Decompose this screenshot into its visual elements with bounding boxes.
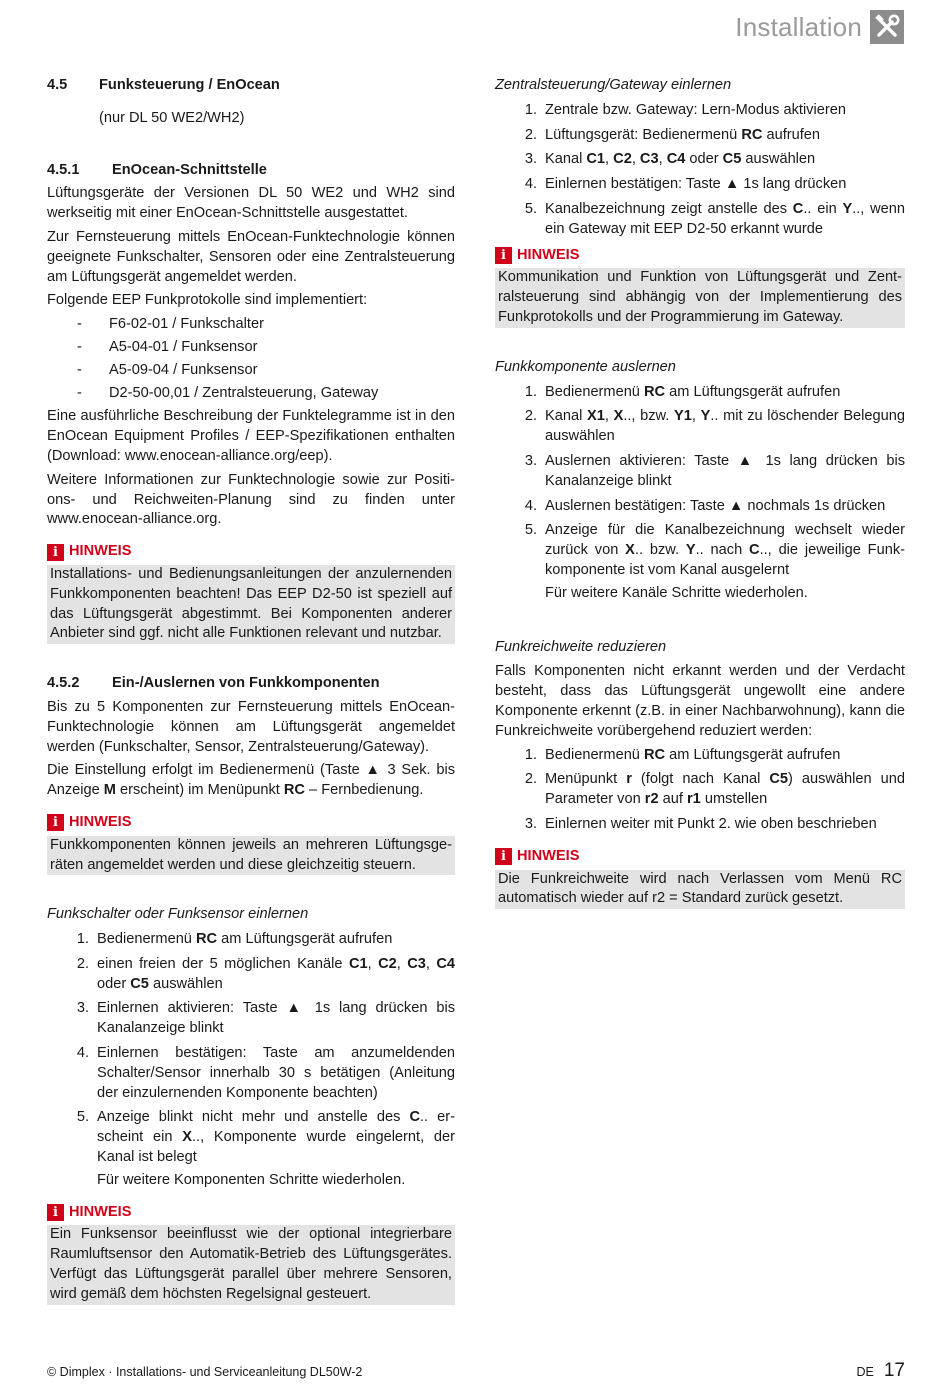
notice-label: HINWEIS: [517, 246, 580, 263]
paragraph: Falls Komponenten nicht erkannt werden und der Verdacht besteht, dass das Lüftungsgerät ungewollt eine andere Komponente erkennt (z.B. in einer Nachbarwohnung), kann die Funkreichweite vorübergehend reduziert werden:: [495, 663, 905, 739]
notice-text: Funkkomponenten können jeweils an mehreren Lüftungsgeräten angemeldet werden und diese gleichzeitig steuern.: [47, 836, 455, 876]
paragraph: Weitere Informationen zur Funktechnologie sowie zur Positions- und Reichweiten-Planung sind zu finden unter www.enocean-alliance.org.: [47, 471, 455, 528]
list-item: - F6-02-01 / Funkschalter: [77, 316, 264, 333]
notice-text: Installations- und Bedienungsanleitungen der anzulernenden Funkkomponenten beachten! Das EEP D2-50 ist speziell auf das Lüftungsgerät abgestimmt. Bei Komponenten anderer Anbieter sind ggf. nicht alle Funktionen relevant und nutzbar.: [47, 565, 455, 644]
list-item: 2. Kanal X1, X.., bzw. Y1, Y.. mit zu löschender Belegung auswählen: [524, 408, 905, 445]
step-list: [495, 383, 905, 604]
right-column: [495, 76, 905, 909]
list-item: 1. Bedienermenü RC am Lüftungsgerät aufrufen: [524, 383, 841, 400]
paragraph: Lüftungsgeräte der Versionen DL 50 WE2 und WH2 sind werkseitig mit einer EnOcean-Schnittstelle ausgestattet.: [47, 185, 455, 222]
list-item: 3. Einlernen weiter mit Punkt 2. wie oben beschrieben: [524, 815, 877, 832]
info-icon: i: [47, 1204, 64, 1221]
section-number: 4.5: [47, 77, 68, 93]
list-item: 4. Einlernen bestätigen: Taste ▲ 1s lang drücken: [524, 176, 847, 193]
list-item: 4. Einlernen bestätigen: Taste am anzumeldenden Schalter/Sensor innerhalb 30 s betätigen (Anleitung der einzulernenden Komponente beachten): [76, 1045, 455, 1101]
list-item: 1. Bedienermenü RC am Lüftungsgerät aufrufen: [524, 746, 841, 763]
section-4-5-1-title: [47, 161, 455, 181]
step-list: [495, 101, 905, 240]
eep-protocol-list: [47, 315, 455, 403]
notice-label: HINWEIS: [69, 1203, 132, 1220]
list-item: - A5-04-01 / Funksensor: [77, 338, 258, 355]
notice-block: [47, 542, 455, 644]
notice-block: [495, 847, 905, 909]
list-item: - A5-09-04 / Funksensor: [77, 361, 258, 378]
notice-label: HINWEIS: [69, 813, 132, 830]
section-heading: EnOcean-Schnittstelle: [112, 161, 267, 178]
section-4-5-title: [47, 76, 455, 96]
notice-label: HINWEIS: [517, 847, 580, 864]
subsection-title: Zentralsteuerung/Gateway einlernen: [495, 77, 732, 93]
info-icon: i: [47, 814, 64, 831]
tools-icon: [870, 10, 904, 44]
step-list: [47, 930, 455, 1191]
list-item: 4. Auslernen bestätigen: Taste ▲ nochmals 1s drücken: [524, 497, 886, 514]
list-item: 1. Zentrale bzw. Gateway: Lern-Modus aktivieren: [524, 101, 846, 118]
notice-block: [495, 246, 905, 328]
page-header: [735, 10, 904, 44]
section-number: 4.5.1: [47, 161, 80, 178]
list-item: - D2-50-00,01 / Zentralsteuerung, Gateway: [77, 384, 379, 401]
info-icon: i: [495, 247, 512, 264]
notice-block: [47, 813, 455, 875]
list-item: 5. Anzeige für die Kanalbezeichnung wechselt wieder zurück von X.. bzw. Y.. nach C.., die jeweilige Funkkomponente ist vom Kanal ausgelernt Für weitere Kanäle Schritte wiederholen.: [524, 522, 905, 601]
paragraph: Folgende EEP Funkprotokolle sind implementiert:: [47, 292, 368, 309]
header-title: Installation: [735, 11, 862, 42]
paragraph: Eine ausführliche Beschreibung der Funktelegramme ist in den EnOcean Equipment Profiles / EEP-Spezifikationen enthalten (Download: www.enocean-alliance.org/eep).: [47, 408, 455, 464]
list-item: 2. Menüpunkt r (folgt nach Kanal C5) auswählen und Parameter von r2 auf r1 umstellen: [524, 771, 905, 808]
list-item: 3. Auslernen aktivieren: Taste ▲ 1s lang drücken bis Kanalanzeige blinkt: [524, 452, 905, 489]
paragraph: Bis zu 5 Komponenten zur Fernsteuerung mittels EnOcean-Funktechnologie können am Lüftungsgerät angemeldet werden (Funkschalter, Sensor, Zentralsteuerung/Gateway).: [47, 698, 455, 755]
section-4-5-2-title: [47, 674, 455, 694]
paragraph: Zur Fernsteuerung mittels EnOcean-Funktechnologie können geeignete Funkschalter, Sensoren oder eine Zentralsteuerung am Lüftungsgerät angemeldet werden.: [47, 228, 455, 285]
info-icon: i: [47, 544, 64, 561]
notice-text: Die Funkreichweite wird nach Verlassen vom Menü RC automatisch wieder auf r2 = Standard zurück gesetzt.: [495, 870, 905, 910]
info-icon: i: [495, 848, 512, 865]
notice-block: [47, 1203, 455, 1305]
list-item: 5. Kanalbezeichnung zeigt anstelle des C.. ein Y.., wenn ein Gateway mit EEP D2-50 erkannt wurde: [524, 200, 905, 237]
section-number: 4.5.2: [47, 675, 80, 692]
list-item: 1. Bedienermenü RC am Lüftungsgerät aufrufen: [76, 931, 393, 948]
list-item: 3. Einlernen aktivieren: Taste ▲ 1s lang drücken bis Kanalanzeige blinkt: [76, 1000, 455, 1037]
footer-text: © Dimplex · Installations- und Serviceanleitung DL50W-2: [47, 1365, 363, 1379]
list-item: 3. Kanal C1, C2, C3, C4 oder C5 auswählen: [524, 151, 816, 168]
list-item: 5. Anzeige blinkt nicht mehr und anstelle des C.. erscheint ein X.., Komponente wurde eingelernt, der Kanal ist belegt Für weitere Komponenten Schritte wiederholen.: [76, 1109, 455, 1188]
section-heading: Ein-/Auslernen von Funkkomponenten: [112, 675, 380, 692]
notice-text: Kommunikation und Funktion von Lüftungsgerät und Zentralsteuerung sind abhängig von der Implementierung des Funkprotokolls und der Programmierung im Gateway.: [495, 268, 905, 327]
subsection-title: Funkschalter oder Funksensor einlernen: [47, 906, 309, 923]
section-heading: Funksteuerung / EnOcean: [99, 77, 280, 93]
subsection-title: Funkreichweite reduzieren: [495, 638, 667, 655]
page-number: 17: [883, 1360, 905, 1381]
section-4-5-note: (nur DL 50 WE2/WH2): [99, 109, 245, 126]
subsection-title: Funkkomponente auslernen: [495, 358, 676, 375]
language-code: DE: [856, 1365, 874, 1379]
left-column: [47, 76, 455, 1305]
notice-label: HINWEIS: [69, 543, 132, 560]
page-footer: [47, 1360, 905, 1382]
paragraph: Die Einstellung erfolgt im Bedienermenü (Taste ▲ 3 Sek. bis Anzeige M erscheint) im Menüpunkt RC – Fernbedienung.: [47, 762, 455, 799]
notice-text: Ein Funksensor beeinflusst wie der optional integrierbare Raumluftsensor den Automatik-Betrieb des Lüftungsgerätes. Verfügt das Lüftungsgerät parallel über mehrere Sensoren, wird gemäß dem höchsten Regelsignal gesteuert.: [47, 1225, 455, 1304]
list-item: 2. einen freien der 5 möglichen Kanäle C1, C2, C3, C4 oder C5 auswählen: [76, 955, 456, 992]
list-item: 2. Lüftungsgerät: Bedienermenü RC aufrufen: [524, 126, 821, 143]
step-list: [495, 746, 905, 835]
